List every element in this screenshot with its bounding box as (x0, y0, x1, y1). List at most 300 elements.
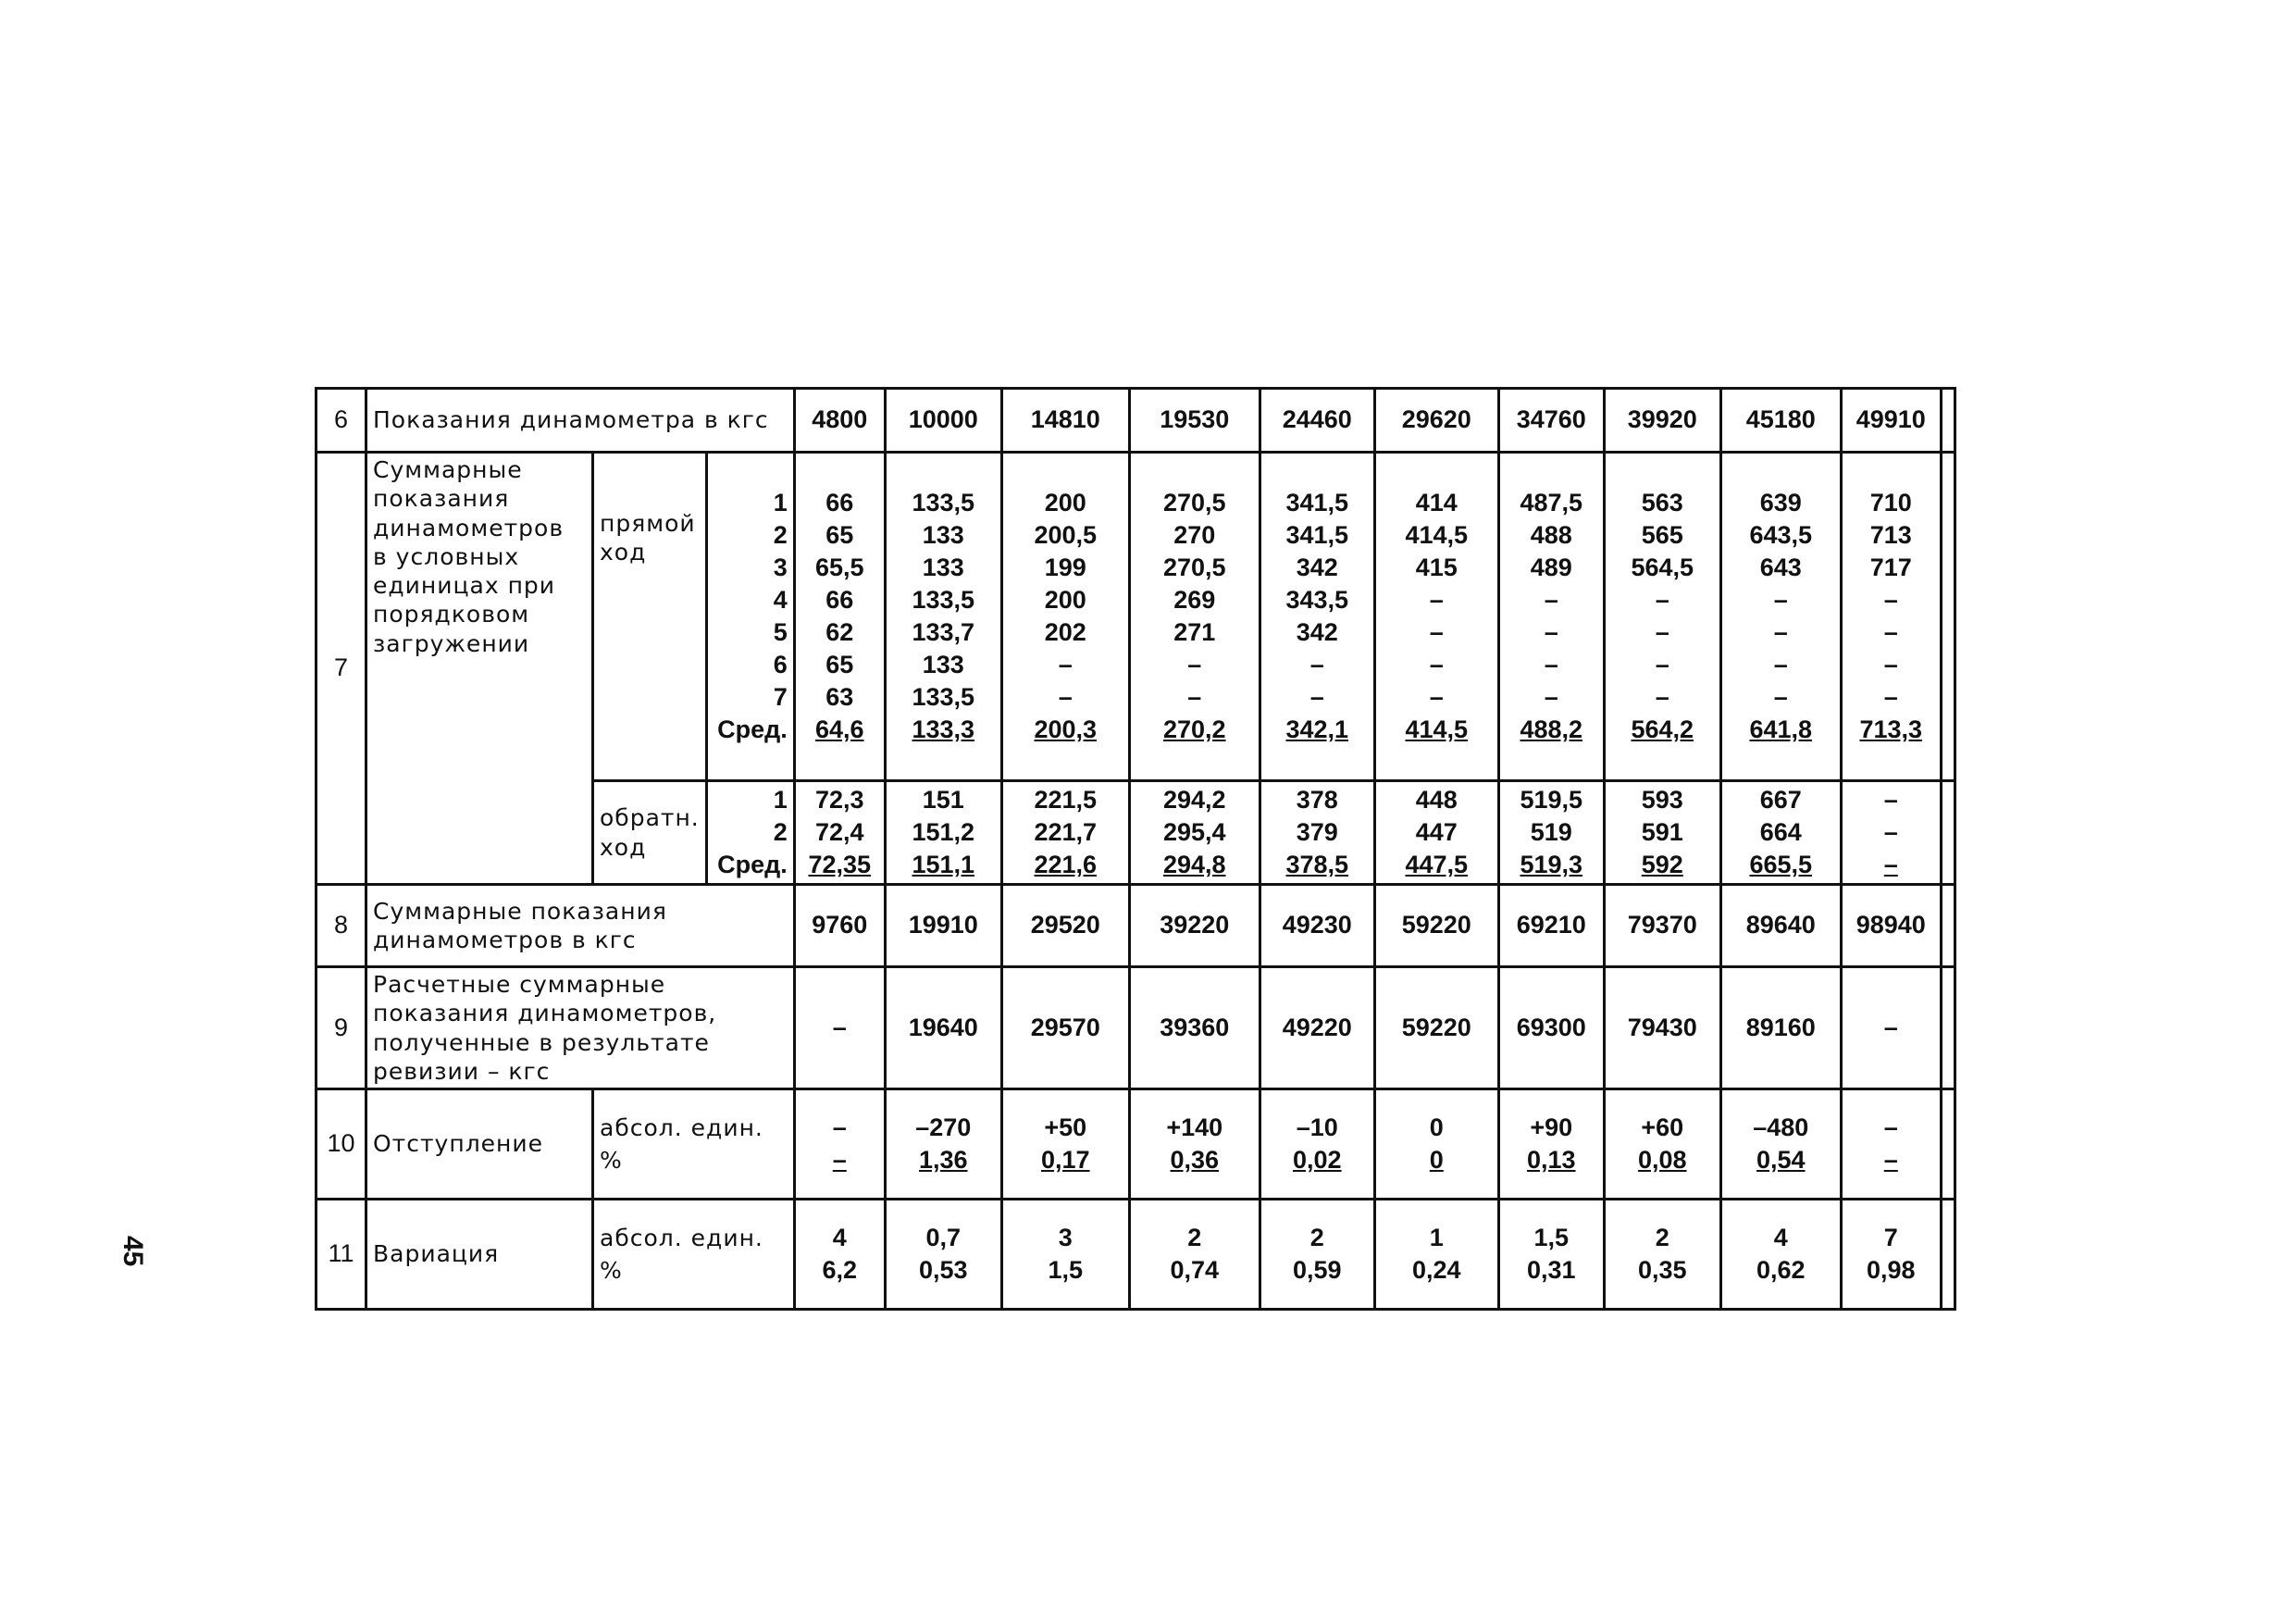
stack-value: 200 (1044, 489, 1086, 516)
stack-value: 717 (1869, 554, 1912, 581)
stack-value: 221,7 (1034, 818, 1098, 846)
sum-value: 39220 (1129, 885, 1260, 967)
unit-labels (593, 1089, 795, 1200)
deviation-values (1129, 1089, 1260, 1200)
stack-value: 270,5 (1162, 489, 1226, 516)
reverse-values (1720, 781, 1841, 885)
variation-values (1604, 1200, 1720, 1310)
absolute-value: 2 (1655, 1224, 1669, 1251)
absolute-value: 0,7 (925, 1224, 962, 1251)
absolute-value: 2 (1187, 1224, 1202, 1251)
stack-value: 414 (1415, 489, 1458, 516)
value-stack (1728, 784, 1834, 881)
absolute-value: +90 (1530, 1113, 1573, 1141)
stack-value: 72,3 (814, 786, 864, 814)
stack-value: 564,2 (1631, 715, 1694, 743)
header-value: 49910 (1841, 389, 1941, 453)
page-number: 45 (118, 1236, 148, 1267)
stack-value: 488 (1530, 521, 1572, 549)
header-value: 34760 (1498, 389, 1604, 453)
stack-value: 63 (825, 683, 854, 711)
variation-values (1374, 1200, 1498, 1310)
row-6 (316, 389, 1955, 453)
row-10 (316, 1089, 1955, 1200)
percent-value: 0,08 (1637, 1146, 1687, 1174)
row-label: Суммарные показания динамометров в кгс (366, 885, 795, 967)
empty-cell (1941, 1089, 1955, 1200)
reverse-values (1604, 781, 1720, 885)
percent-value: 0,36 (1170, 1146, 1220, 1174)
absolute-value: – (832, 1113, 847, 1141)
stack-value: 591 (1641, 818, 1683, 846)
direct-values (1498, 453, 1604, 781)
value-stack (1382, 1222, 1492, 1287)
stack-value: 1 (773, 786, 788, 814)
stack-value: – (1429, 651, 1444, 678)
stack-value: 133,3 (912, 715, 975, 743)
stack-value: 72,4 (814, 818, 864, 846)
reverse-values (794, 781, 885, 885)
reverse-values (1260, 781, 1374, 885)
stack-value: – (1655, 618, 1669, 646)
empty-cell (1941, 885, 1955, 967)
calc-value: 29570 (1001, 967, 1129, 1089)
stack-value: 271 (1173, 618, 1216, 646)
calc-value: 59220 (1374, 967, 1498, 1089)
value-stack (892, 1112, 995, 1176)
row-label: Отступление (366, 1089, 593, 1200)
stack-value: 270 (1173, 521, 1216, 549)
stack-value: 447,5 (1405, 851, 1469, 878)
sum-value: 49230 (1260, 885, 1374, 967)
stack-value: % (600, 1147, 623, 1174)
stack-value: 564,5 (1631, 554, 1694, 581)
stack-value: 221,5 (1034, 786, 1098, 814)
value-stack (892, 1222, 995, 1287)
value-stack (1136, 1222, 1253, 1287)
stack-value: 294,2 (1162, 786, 1226, 814)
stack-value: 62 (825, 618, 854, 646)
absolute-value: 3 (1058, 1224, 1073, 1251)
row-number: 9 (316, 967, 366, 1089)
row-label: Показания динамометра в кгс (366, 389, 795, 453)
stack-value: 133,5 (912, 683, 975, 711)
value-stack (1009, 1222, 1123, 1287)
stack-value: – (1309, 651, 1324, 678)
reverse-values (1129, 781, 1260, 885)
stack-value: 64,6 (814, 715, 864, 743)
deviation-values (1374, 1089, 1498, 1200)
stack-value: 151,2 (912, 818, 975, 846)
value-stack (1848, 784, 1934, 881)
empty-cell (1941, 781, 1955, 885)
value-stack (801, 784, 878, 881)
value-stack (1506, 1112, 1597, 1176)
sum-value: 69210 (1498, 885, 1604, 967)
stack-value: 713,3 (1859, 715, 1923, 743)
stack-value: 665,5 (1749, 851, 1813, 878)
stack-value: % (600, 1257, 623, 1284)
stack-value: – (1544, 651, 1558, 678)
stack-value: 133,7 (912, 618, 975, 646)
value-stack (1382, 1112, 1492, 1176)
value-stack (1506, 784, 1597, 881)
header-value: 45180 (1720, 389, 1841, 453)
stack-value: 487,5 (1520, 489, 1583, 516)
absolute-value: 2 (1309, 1224, 1324, 1251)
value-stack (1267, 784, 1368, 881)
row-7-direct (316, 453, 1955, 781)
stack-value: 415 (1415, 554, 1458, 581)
absolute-value: +50 (1044, 1113, 1087, 1141)
calc-value: 79430 (1604, 967, 1720, 1089)
deviation-values (1604, 1089, 1720, 1200)
row-number: 11 (316, 1200, 366, 1310)
percent-value: 0 (1429, 1146, 1444, 1174)
deviation-values (1720, 1089, 1841, 1200)
stack-value: 378 (1296, 786, 1338, 814)
direct-values (1001, 453, 1129, 781)
stack-value: – (1655, 651, 1669, 678)
percent-value: 0,74 (1170, 1256, 1220, 1284)
value-stack (1267, 1112, 1368, 1176)
sum-value: 98940 (1841, 885, 1941, 967)
empty-cell (1941, 1200, 1955, 1310)
absolute-value: 1 (1429, 1224, 1444, 1251)
stack-value: 66 (825, 489, 854, 516)
stack-value: – (1773, 651, 1788, 678)
header-value: 4800 (794, 389, 885, 453)
stack-value: Сред. (717, 715, 788, 743)
value-stack (1009, 487, 1123, 746)
percent-value: 6,2 (822, 1256, 858, 1284)
variation-values (1720, 1200, 1841, 1310)
calc-value: 49220 (1260, 967, 1374, 1089)
row-number: 7 (316, 453, 366, 885)
stack-value: 5 (773, 618, 788, 646)
stack-value: абсол. един. (600, 1114, 763, 1141)
sum-value: 59220 (1374, 885, 1498, 967)
value-stack (1728, 487, 1834, 746)
value-stack (1267, 1222, 1368, 1287)
variation-values (794, 1200, 885, 1310)
percent-value: 0,17 (1040, 1146, 1090, 1174)
stack-value: 519 (1530, 818, 1572, 846)
sum-value: 9760 (794, 885, 885, 967)
direct-values (1260, 453, 1374, 781)
stack-value: – (1883, 851, 1898, 878)
value-stack (1611, 784, 1714, 881)
stack-value: 448 (1415, 786, 1458, 814)
row-number: 6 (316, 389, 366, 453)
stack-value: 151 (922, 786, 964, 814)
percent-value: 0,62 (1756, 1256, 1806, 1284)
stack-value: – (1655, 683, 1669, 711)
row-label: Расчетные суммарные показания динамометров, полученные в результате ревизии – кгс (366, 967, 795, 1089)
value-stack (892, 784, 995, 881)
stack-value: 710 (1869, 489, 1912, 516)
absolute-value: –10 (1296, 1113, 1338, 1141)
stack-value: 295,4 (1162, 818, 1226, 846)
empty-cell (1941, 389, 1955, 453)
row-8 (316, 885, 1955, 967)
percent-value: 0,31 (1526, 1256, 1576, 1284)
value-stack (801, 1222, 878, 1287)
reverse-values (1841, 781, 1941, 885)
header-value: 24460 (1260, 389, 1374, 453)
stack-value: – (1309, 683, 1324, 711)
value-stack (892, 487, 995, 746)
value-stack (1009, 784, 1123, 881)
stack-value: 593 (1641, 786, 1683, 814)
stack-value: – (1429, 683, 1444, 711)
stack-value: 519,3 (1520, 851, 1583, 878)
stack-value: 65,5 (814, 554, 864, 581)
variation-values (1841, 1200, 1941, 1310)
reverse-values (1001, 781, 1129, 885)
percent-value: – (832, 1146, 847, 1174)
direct-values (1720, 453, 1841, 781)
stack-value: 378,5 (1285, 851, 1349, 878)
value-stack (1728, 1222, 1834, 1287)
stack-value: 2 (773, 521, 788, 549)
percent-value: 0,59 (1292, 1256, 1342, 1284)
percent-value: 1,5 (1048, 1256, 1084, 1284)
stack-value: 133 (922, 554, 964, 581)
absolute-value: 0 (1429, 1113, 1444, 1141)
direct-values (1604, 453, 1720, 781)
stack-value: абсол. един. (600, 1225, 763, 1251)
stack-value: – (1883, 786, 1898, 814)
stack-value: 200,3 (1034, 715, 1098, 743)
stack-value: 341,5 (1285, 521, 1349, 549)
stack-value: 1 (773, 489, 788, 516)
stack-value: – (1883, 618, 1898, 646)
value-stack (1506, 1222, 1597, 1287)
stack-value: 133 (922, 651, 964, 678)
reverse-pass-label: обратн. ход (593, 781, 707, 885)
stack-value: – (1544, 683, 1558, 711)
deviation-values (1841, 1089, 1941, 1200)
direct-index (706, 453, 794, 781)
sum-value: 79370 (1604, 885, 1720, 967)
deviation-values (794, 1089, 885, 1200)
row-11 (316, 1200, 1955, 1310)
stack-value: 639 (1759, 489, 1802, 516)
header-value: 19530 (1129, 389, 1260, 453)
percent-value: 0,02 (1292, 1146, 1342, 1174)
calibration-table (315, 387, 1956, 1311)
calc-value: – (1841, 967, 1941, 1089)
calc-value: 69300 (1498, 967, 1604, 1089)
header-value: 14810 (1001, 389, 1129, 453)
stack-value: – (1429, 586, 1444, 614)
direct-values (794, 453, 885, 781)
stack-value: 72,35 (808, 851, 872, 878)
stack-value: 221,6 (1034, 851, 1098, 878)
stack-value: 565 (1641, 521, 1683, 549)
stack-value: 7 (773, 683, 788, 711)
variation-values (1498, 1200, 1604, 1310)
reverse-values (885, 781, 1001, 885)
stack-value: 643 (1759, 554, 1802, 581)
direct-values (885, 453, 1001, 781)
stack-value: 3 (773, 554, 788, 581)
percent-value: 1,36 (918, 1146, 968, 1174)
calc-value: 39360 (1129, 967, 1260, 1089)
stack-value: 342,1 (1285, 715, 1349, 743)
value-stack (1848, 487, 1934, 746)
stack-value: 133,5 (912, 586, 975, 614)
unit-labels (593, 1200, 795, 1310)
stack-value: – (1058, 651, 1073, 678)
stack-value: – (1655, 586, 1669, 614)
stack-value: 667 (1759, 786, 1802, 814)
stack-value: 65 (825, 521, 854, 549)
variation-values (1001, 1200, 1129, 1310)
deviation-values (885, 1089, 1001, 1200)
stack-value: 133,5 (912, 489, 975, 516)
percent-value: – (1883, 1146, 1898, 1174)
percent-value: 0,13 (1526, 1146, 1576, 1174)
stack-value: – (1773, 683, 1788, 711)
percent-value: 0,98 (1866, 1256, 1916, 1284)
stack-value: – (1883, 586, 1898, 614)
stack-value: 4 (773, 586, 788, 614)
direct-values (1129, 453, 1260, 781)
stack-value: 643,5 (1749, 521, 1813, 549)
stack-value: 414,5 (1405, 521, 1469, 549)
stack-value: 202 (1044, 618, 1086, 646)
value-stack (801, 487, 878, 746)
header-value: 29620 (1374, 389, 1498, 453)
value-stack (1009, 1112, 1123, 1176)
stack-value: 379 (1296, 818, 1338, 846)
value-stack (600, 1222, 788, 1287)
stack-value: 199 (1044, 554, 1086, 581)
stack-value: – (1544, 618, 1558, 646)
absolute-value: 4 (1773, 1224, 1788, 1251)
stack-value: 200,5 (1034, 521, 1098, 549)
stack-value: 66 (825, 586, 854, 614)
stack-value: Сред. (717, 851, 788, 878)
direct-values (1374, 453, 1498, 781)
deviation-values (1001, 1089, 1129, 1200)
absolute-value: –480 (1753, 1113, 1809, 1141)
stack-value: 341,5 (1285, 489, 1349, 516)
stack-value: 342 (1296, 618, 1338, 646)
row-label: Суммарные показания динамометров в условных единицах при порядковом загружении (366, 453, 593, 885)
value-stack (1136, 1112, 1253, 1176)
stack-value: 133 (922, 521, 964, 549)
absolute-value: +60 (1641, 1113, 1684, 1141)
stack-value: 269 (1173, 586, 1216, 614)
header-value: 10000 (885, 389, 1001, 453)
stack-value: – (1773, 586, 1788, 614)
value-stack (1136, 487, 1253, 746)
deviation-values (1260, 1089, 1374, 1200)
calc-value: – (794, 967, 885, 1089)
absolute-value: 7 (1883, 1224, 1898, 1251)
absolute-value: – (1883, 1113, 1898, 1141)
direct-pass-label: прямой ход (593, 453, 707, 781)
reverse-values (1374, 781, 1498, 885)
absolute-value: 4 (832, 1224, 847, 1251)
value-stack (714, 487, 788, 746)
stack-value: 664 (1759, 818, 1802, 846)
value-stack (714, 784, 788, 881)
value-stack (1611, 1222, 1714, 1287)
absolute-value: +140 (1166, 1113, 1223, 1141)
sum-value: 89640 (1720, 885, 1841, 967)
row-number: 8 (316, 885, 366, 967)
stack-value: 447 (1415, 818, 1458, 846)
row-number: 10 (316, 1089, 366, 1200)
percent-value: 0,53 (918, 1256, 968, 1284)
variation-values (1129, 1200, 1260, 1310)
stack-value: – (1058, 683, 1073, 711)
stack-value: 270,5 (1162, 554, 1226, 581)
absolute-value: 1,5 (1533, 1224, 1570, 1251)
stack-value: – (1429, 618, 1444, 646)
absolute-value: –270 (915, 1113, 972, 1141)
stack-value: 270,2 (1162, 715, 1226, 743)
calc-value: 89160 (1720, 967, 1841, 1089)
stack-value: 6 (773, 651, 788, 678)
deviation-values (1498, 1089, 1604, 1200)
row-label: Вариация (366, 1200, 593, 1310)
stack-value: – (1187, 651, 1202, 678)
stack-value: 592 (1641, 851, 1683, 878)
value-stack (1506, 487, 1597, 746)
stack-value: 519,5 (1520, 786, 1583, 814)
percent-value: 0,54 (1756, 1146, 1806, 1174)
empty-cell (1941, 453, 1955, 781)
stack-value: 151,1 (912, 851, 975, 878)
stack-value: – (1544, 586, 1558, 614)
value-stack (1382, 784, 1492, 881)
value-stack (1267, 487, 1368, 746)
direct-values (1841, 453, 1941, 781)
stack-value: 200 (1044, 586, 1086, 614)
variation-values (1260, 1200, 1374, 1310)
value-stack (600, 1112, 788, 1176)
value-stack (1611, 487, 1714, 746)
variation-values (885, 1200, 1001, 1310)
stack-value: 563 (1641, 489, 1683, 516)
stack-value: 2 (773, 818, 788, 846)
value-stack (1136, 784, 1253, 881)
sum-value: 29520 (1001, 885, 1129, 967)
reverse-values (1498, 781, 1604, 885)
calc-value: 19640 (885, 967, 1001, 1089)
stack-value: 641,8 (1749, 715, 1813, 743)
stack-value: 414,5 (1405, 715, 1469, 743)
reverse-index (706, 781, 794, 885)
percent-value: 0,35 (1637, 1256, 1687, 1284)
header-value: 39920 (1604, 389, 1720, 453)
stack-value: 294,8 (1162, 851, 1226, 878)
value-stack (1382, 487, 1492, 746)
value-stack (1848, 1222, 1934, 1287)
stack-value: 713 (1869, 521, 1912, 549)
percent-value: 0,24 (1411, 1256, 1461, 1284)
row-9 (316, 967, 1955, 1089)
value-stack (1728, 1112, 1834, 1176)
value-stack (801, 1112, 878, 1176)
stack-value: – (1883, 818, 1898, 846)
stack-value: – (1883, 683, 1898, 711)
